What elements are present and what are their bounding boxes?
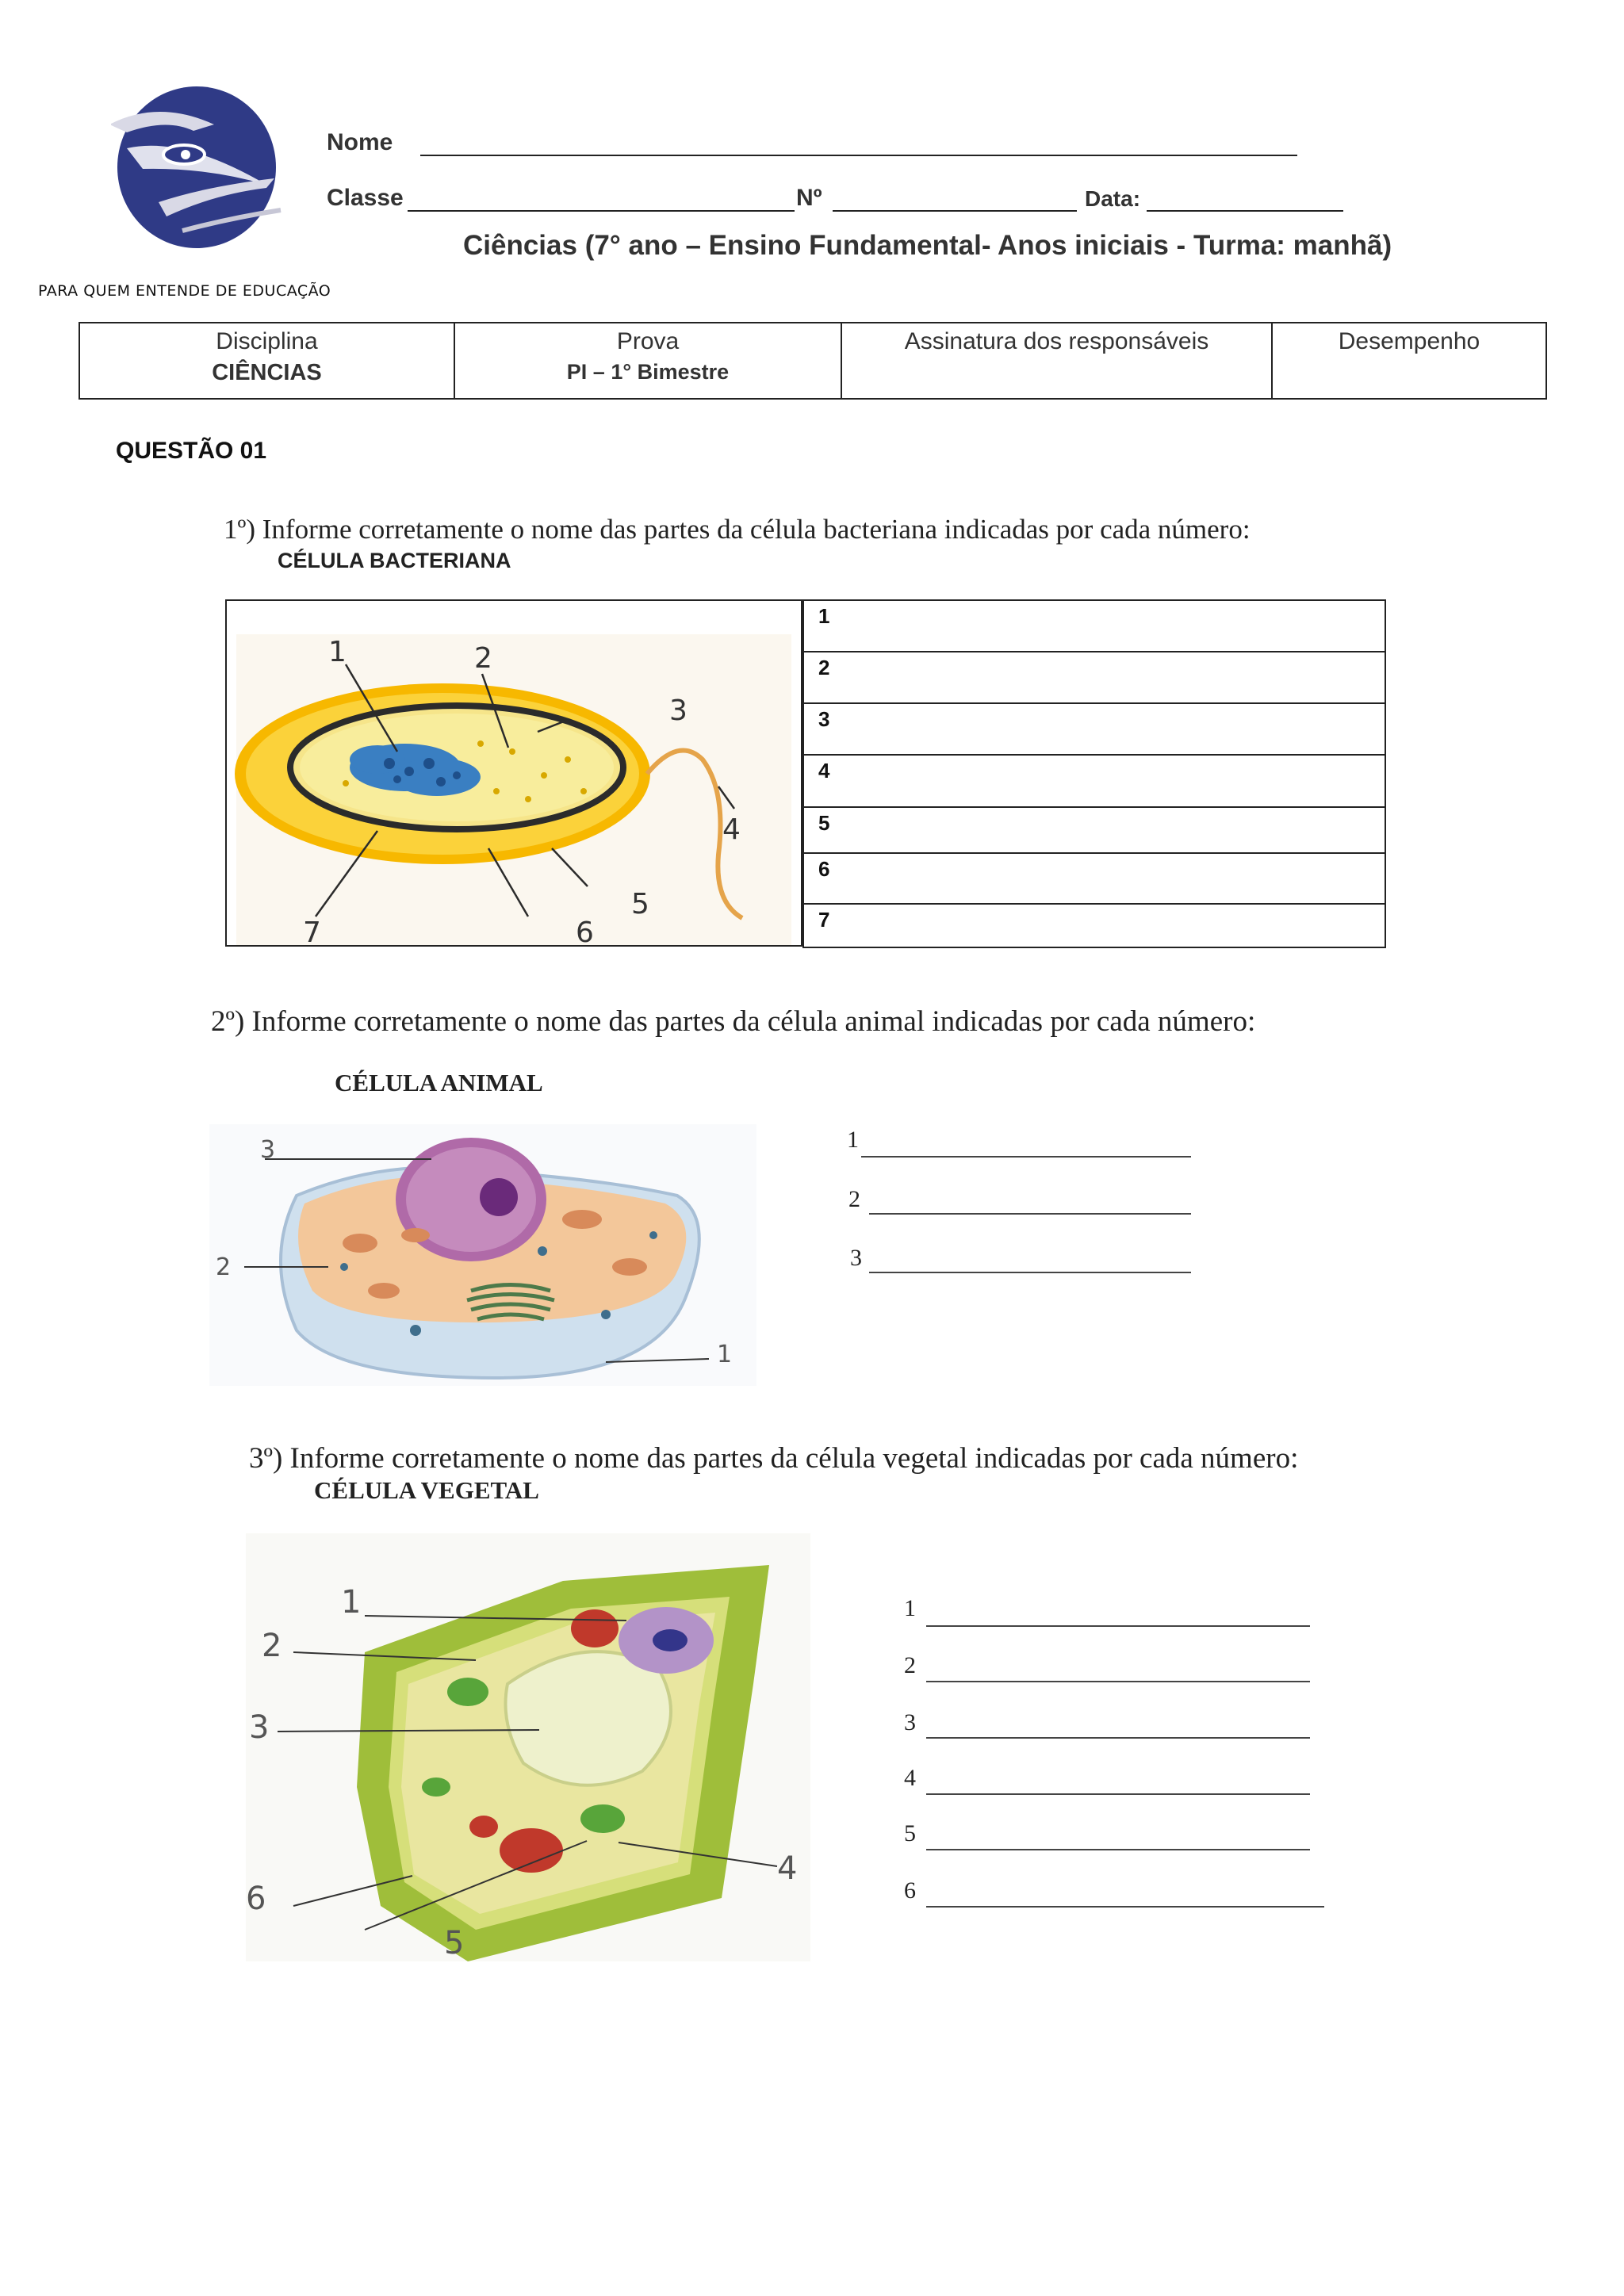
q3-answer-number: 3 (904, 1709, 916, 1735)
q1-answer-row[interactable] (803, 807, 1385, 853)
class-field[interactable] (408, 210, 795, 212)
q2-answer-line-2[interactable] (869, 1213, 1191, 1215)
q1-answer-row[interactable] (803, 904, 1385, 947)
q1-row-number: 1 (803, 600, 1385, 652)
q3-answer-line-5[interactable] (926, 1849, 1310, 1850)
q3-answer-number: 2 (904, 1652, 916, 1678)
q3-subtitle: CÉLULA VEGETAL (314, 1476, 539, 1504)
q2-answer-number: 2 (848, 1186, 860, 1212)
q1-answer-row[interactable] (803, 755, 1385, 807)
q3-answer-number: 1 (904, 1595, 916, 1621)
plant-cell-figure (246, 1533, 810, 1961)
discipline-value: CIÊNCIAS (212, 360, 322, 385)
svg-text:1: 1 (717, 1341, 733, 1368)
svg-text:3: 3 (669, 695, 688, 727)
signature-header: Assinatura dos responsáveis (904, 328, 1209, 354)
svg-text:2: 2 (262, 1628, 282, 1664)
bacterial-cell-illustration (227, 601, 801, 945)
svg-text:3: 3 (260, 1136, 276, 1164)
svg-text:5: 5 (444, 1925, 465, 1961)
animal-cell-illustration (209, 1124, 756, 1386)
name-label: Nome (327, 129, 393, 155)
q2-prompt: 2º) Informe corretamente o nome das partes da célula animal indicadas por cada número: (211, 1005, 1256, 1038)
name-field[interactable] (420, 155, 1297, 156)
q1-subtitle: CÉLULA BACTERIANA (278, 549, 511, 572)
q1-answer-table (802, 599, 1386, 948)
svg-text:2: 2 (216, 1253, 232, 1281)
q3-answer-number: 5 (904, 1820, 916, 1846)
svg-text:4: 4 (777, 1850, 798, 1887)
exam-header: Prova (616, 328, 680, 354)
date-label: Data: (1085, 186, 1141, 211)
performance-header: Desempenho (1338, 328, 1480, 354)
school-logo (111, 83, 285, 254)
info-table (79, 322, 1547, 400)
svg-text:6: 6 (246, 1881, 266, 1917)
q1-row-number: 2 (803, 652, 1385, 703)
q1-row-number: 3 (803, 703, 1385, 755)
q1-answer-row[interactable] (803, 600, 1385, 652)
q1-row-number: 6 (803, 853, 1385, 904)
q1-answer-row[interactable] (803, 853, 1385, 904)
performance-cell[interactable] (1272, 323, 1546, 399)
exam-value: PI – 1° Bimestre (566, 360, 730, 384)
q1-answer-row[interactable] (803, 652, 1385, 703)
bird-head-logo-icon (111, 83, 285, 254)
number-label: Nº (796, 185, 822, 211)
bacteria-figure-box (225, 599, 802, 947)
number-field[interactable] (833, 210, 1077, 212)
q3-answer-line-2[interactable] (926, 1681, 1310, 1682)
svg-text:5: 5 (631, 888, 649, 920)
q2-answer-number: 3 (850, 1245, 862, 1271)
q2-answer-line-3[interactable] (869, 1272, 1191, 1273)
q3-answer-number: 6 (904, 1877, 916, 1904)
q3-answer-line-4[interactable] (926, 1793, 1310, 1795)
discipline-cell (79, 323, 454, 399)
exam-cell (454, 323, 841, 399)
q1-answer-table-wrapper (802, 599, 1386, 948)
animal-cell-figure (209, 1124, 756, 1386)
q1-row-number: 7 (803, 904, 1385, 947)
question-label: QUESTÃO 01 (116, 438, 267, 464)
q2-answer-number: 1 (847, 1127, 859, 1153)
date-field[interactable] (1147, 210, 1343, 212)
info-table-wrapper (79, 322, 1547, 400)
q1-answer-row[interactable] (803, 703, 1385, 755)
svg-text:4: 4 (722, 813, 741, 846)
svg-text:6: 6 (576, 916, 594, 945)
q3-answer-line-1[interactable] (926, 1625, 1310, 1627)
signature-cell[interactable] (841, 323, 1272, 399)
svg-text:1: 1 (328, 636, 347, 668)
plant-cell-illustration (246, 1533, 810, 1961)
page-title: Ciências (7° ano – Ensino Fundamental- Anos iniciais - Turma: manhã) (463, 230, 1392, 261)
q3-prompt: 3º) Informe corretamente o nome das partes da célula vegetal indicadas por cada número: (249, 1442, 1299, 1475)
q3-answer-number: 4 (904, 1765, 916, 1791)
q3-answer-line-3[interactable] (926, 1737, 1310, 1739)
school-tagline: PARA QUEM ENTENDE DE EDUCAÇÃO (38, 282, 331, 300)
discipline-header: Disciplina (216, 328, 318, 354)
svg-text:1: 1 (341, 1584, 362, 1621)
q2-answer-line-1[interactable] (861, 1156, 1191, 1158)
q1-row-number: 5 (803, 807, 1385, 853)
q3-answer-line-6[interactable] (926, 1906, 1324, 1908)
svg-text:3: 3 (249, 1709, 270, 1746)
q1-row-number: 4 (803, 755, 1385, 807)
class-label: Classe (327, 185, 404, 211)
q1-prompt: 1º) Informe corretamente o nome das partes da célula bacteriana indicadas por cada número: (224, 514, 1251, 545)
svg-text:2: 2 (474, 642, 492, 675)
svg-text:7: 7 (303, 916, 321, 945)
q2-subtitle: CÉLULA ANIMAL (335, 1069, 543, 1096)
